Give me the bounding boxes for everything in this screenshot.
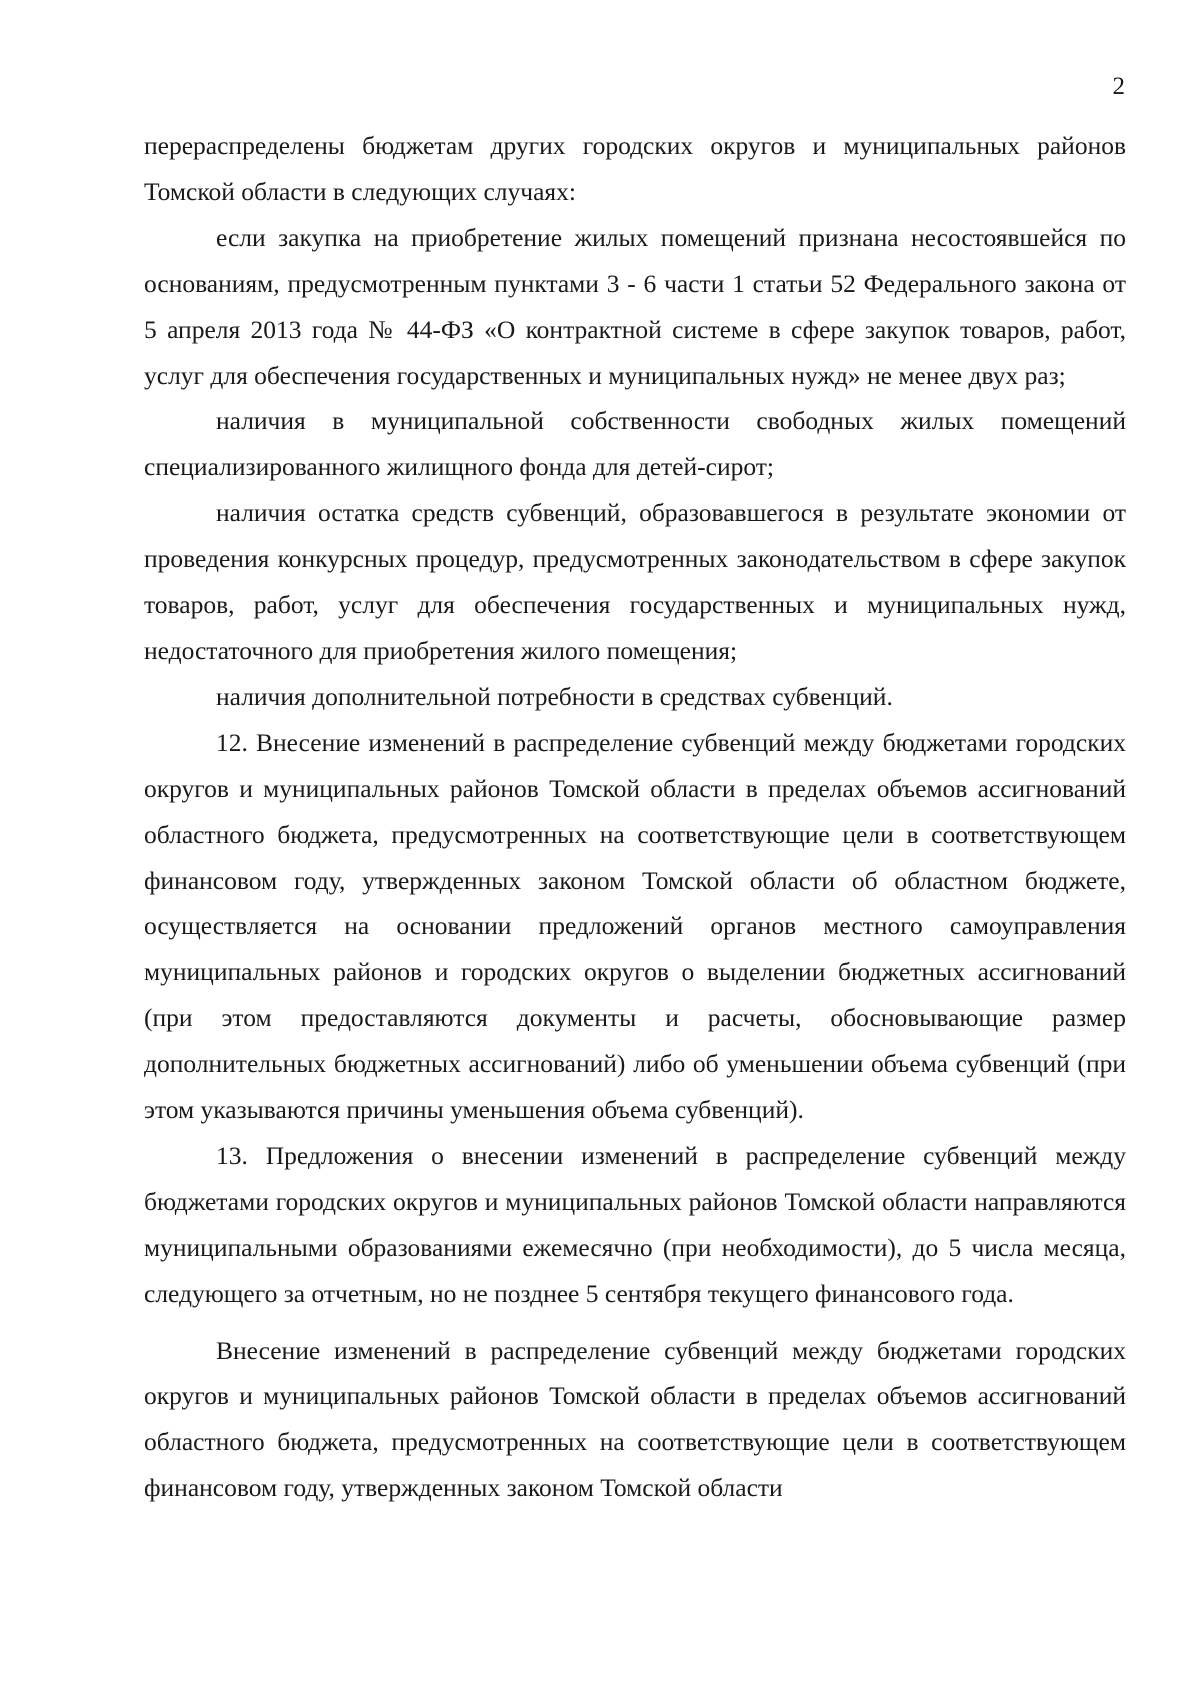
paragraph-case-free-housing: наличия в муниципальной собственности свободных жилых помещений специализированного жилищного фонда для детей-сирот; bbox=[144, 406, 1126, 482]
paragraph-item-13: 13. Предложения о внесении изменений в распределение субвенций между бюджетами городских округов и муниципальных районов Томской области направляются муниципальными образованиями ежемесячно (при необходимости), до 5 числа месяца, следующего за отчетным, но не позднее 5 сентября текущего финансового года. bbox=[144, 1140, 1126, 1308]
paragraph-case-procurement-failed: если закупка на приобретение жилых помещений признана несостоявшейся по основаниям, предусмотренным пунктами 3 - 6 части 1 статьи 52 Федерального закона от 5 апреля 2013 года № 44-ФЗ «О контрактной системе в сфере закупок товаров, работ, услуг для обеспечения государственных и муниципальных нужд» не менее двух раз; bbox=[144, 222, 1126, 390]
paragraph-amendment: Внесение изменений в распределение субвенций между бюджетами городских округов и муниципальных районов Томской области в пределах объемов ассигнований областного бюджета, предусмотренных на соответствующие цели в соответствующем финансовом году, утвержденных законом Томской области bbox=[144, 1335, 1126, 1503]
document-body bbox=[144, 123, 1126, 1511]
paragraph-case-savings-balance: наличия остатка средств субвенций, образовавшегося в результате экономии от проведения конкурсных процедур, предусмотренных законодательством в сфере закупок товаров, работ, услуг для обеспечения государственных и муниципальных нужд, недостаточного для приобретения жилого помещения; bbox=[144, 498, 1126, 665]
page-number: 2 bbox=[1112, 73, 1125, 100]
paragraph-continuation: перераспределены бюджетам других городских округов и муниципальных районов Томской области в следующих случаях: bbox=[144, 131, 1126, 206]
paragraph-case-additional-need: наличия дополнительной потребности в средствах субвенций. bbox=[216, 681, 893, 711]
paragraph-item-12: 12. Внесение изменений в распределение субвенций между бюджетами городских округов и муниципальных районов Томской области в пределах объемов ассигнований областного бюджета, предусмотренных на соответствующие цели в соответствующем финансовом году, утвержденных законом Томской области об областном бюджете, осуществляется на основании предложений органов местного самоуправления муниципальных районов и городских округов о выделении бюджетных ассигнований (при этом предоставляются документы и расчеты, обосновывающие размер дополнительных бюджетных ассигнований) либо об уменьшении объема субвенций (при этом указываются причины уменьшения объема субвенций). bbox=[144, 727, 1126, 1125]
